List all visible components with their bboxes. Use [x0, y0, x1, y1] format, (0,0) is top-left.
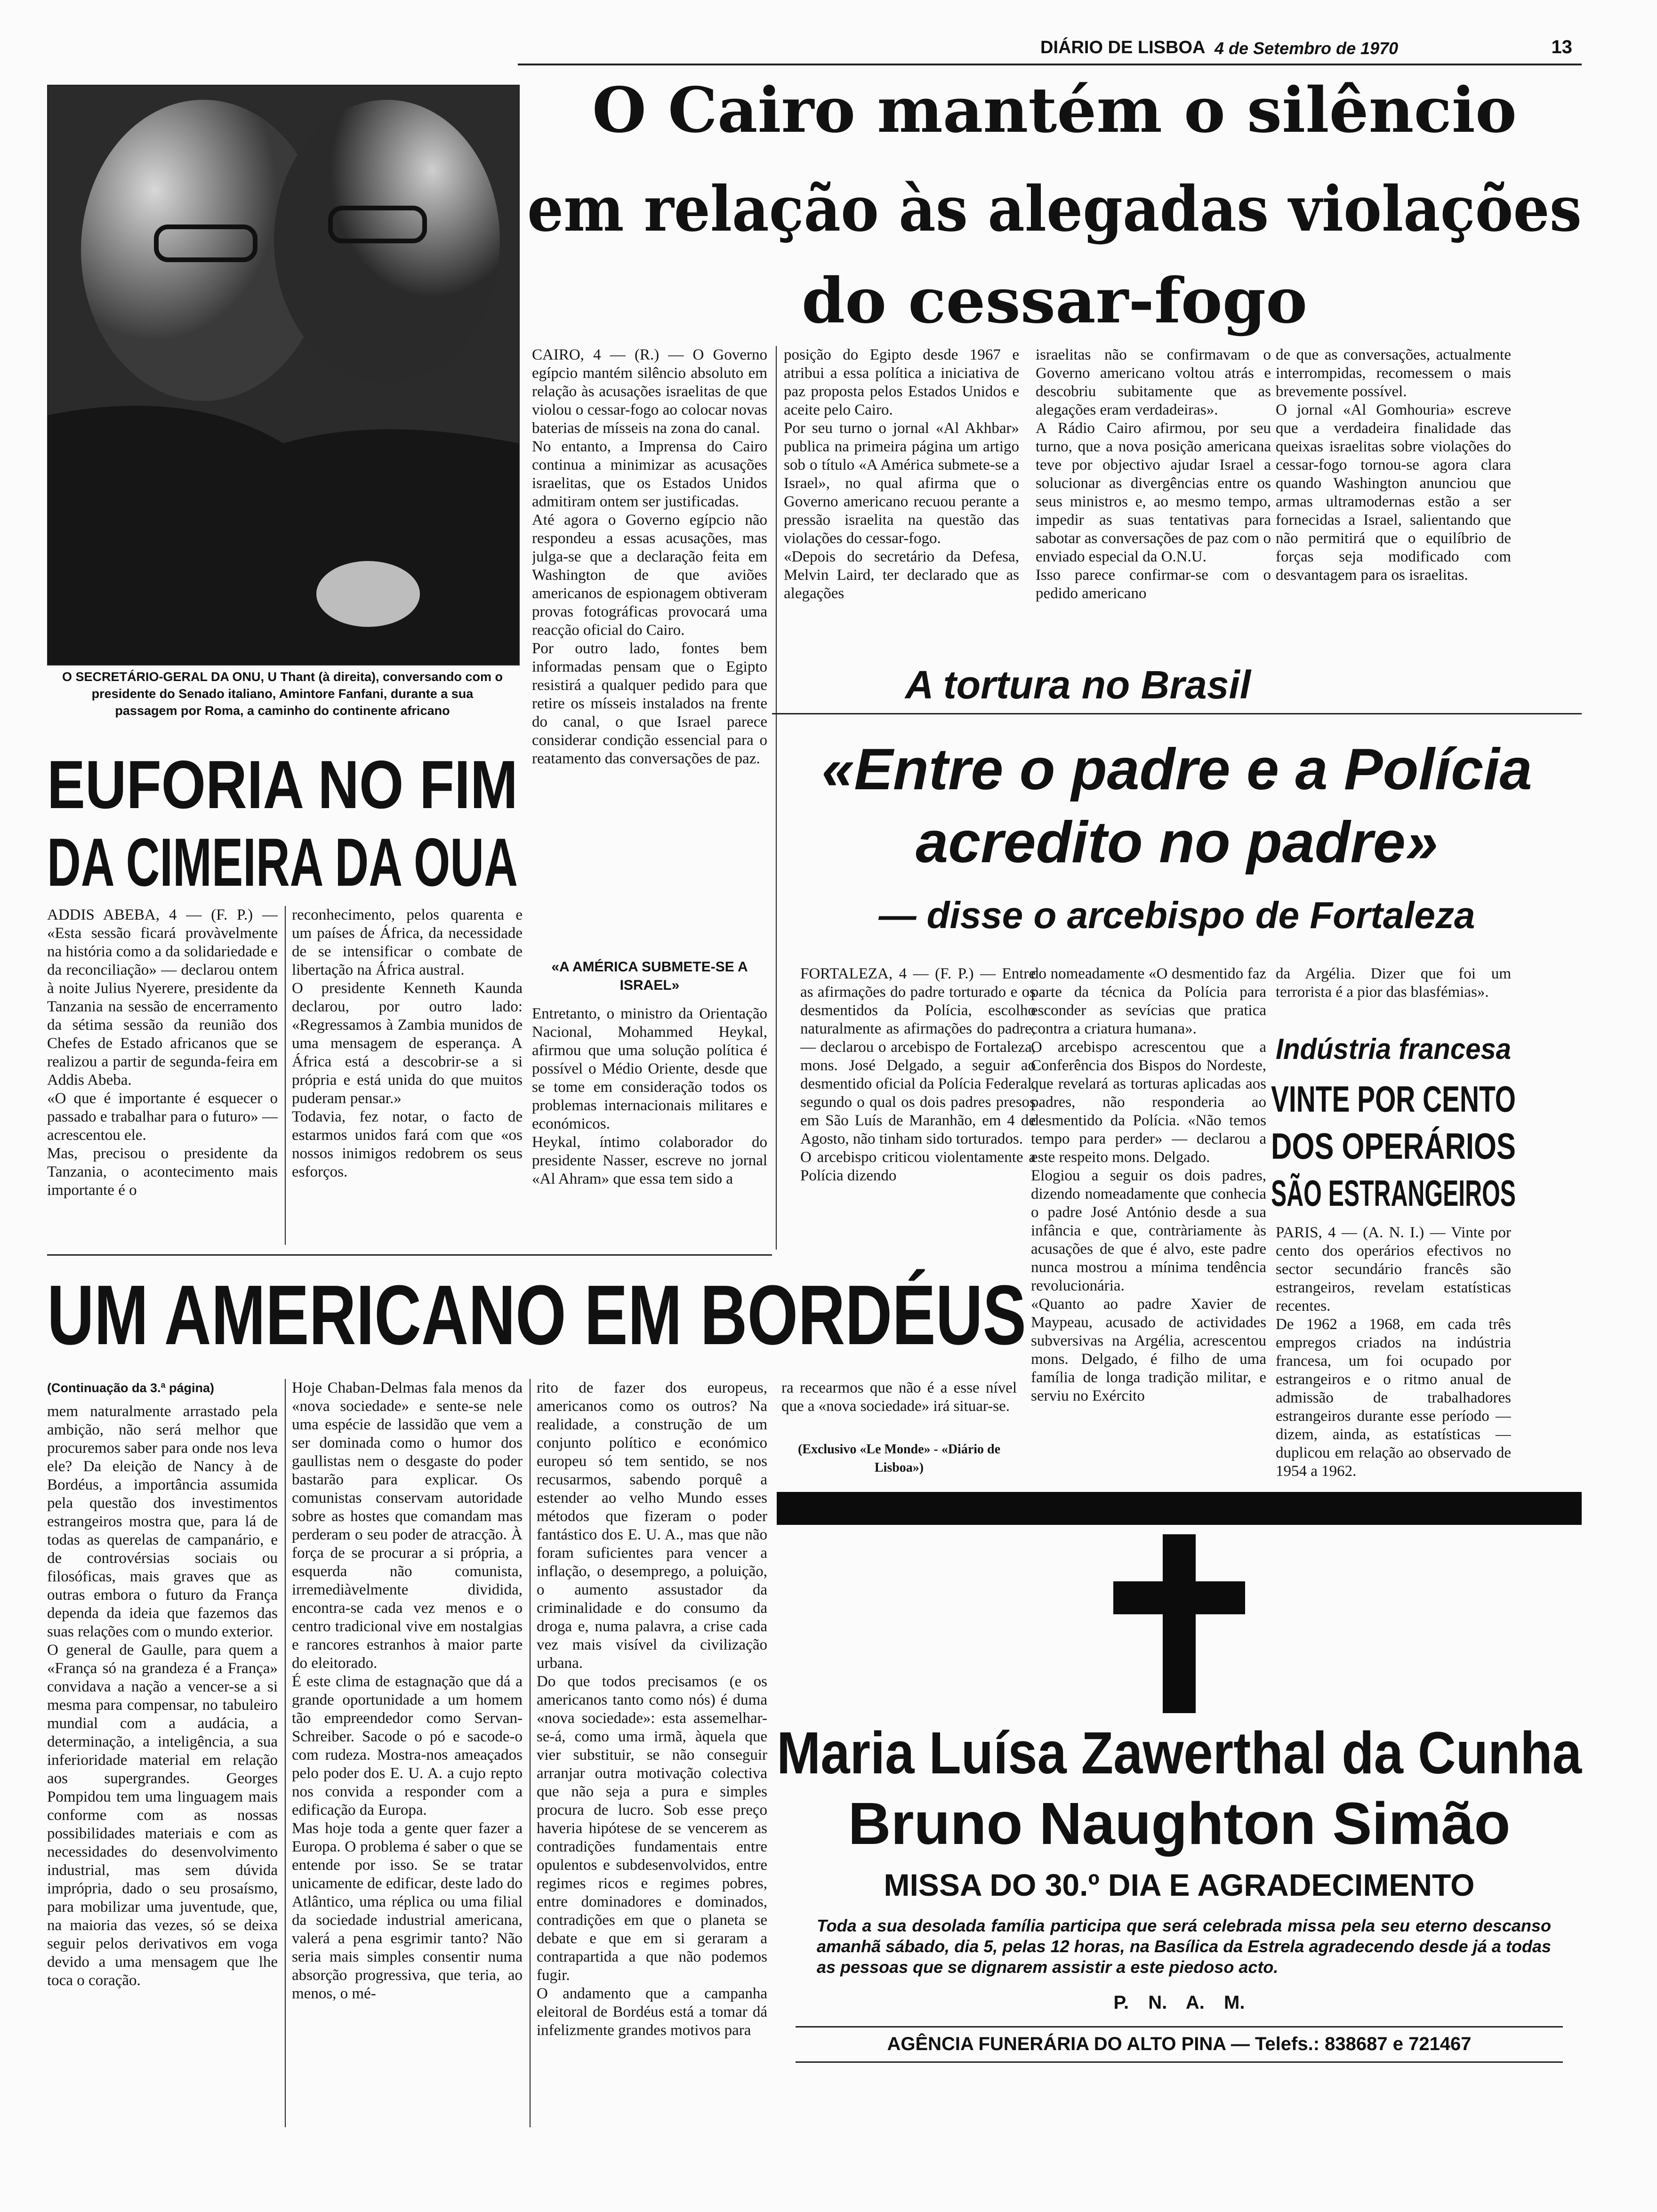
bordeus-headline: UM AMERICANO EM BORDÉUS	[47, 1268, 1026, 1362]
obituary-name-1: Maria Luísa Zawerthal da Cunha	[777, 1720, 1582, 1786]
obituary-agencia: AGÊNCIA FUNERÁRIA DO ALTO PINA — Telefs.: 838687 e 721467	[887, 2034, 1472, 2054]
industria-body: PARIS, 4 — (A. N. I.) — Vinte por cento dos operários efectivos no sector secundário francês são estrangeiros, revelam estatísticas recentes. De 1962 a 1968, em cada três empregos criados na indústria francesa, um foi ocupado por estrangeiros e o ritmo anual de admissão de trabalhadores estrangeiros durante esse período — dizem, ainda, as estatísticas — duplicou em relação ao observado de 1954 a 1962.	[1276, 1224, 1511, 1480]
industria-headline-3: SÃO ESTRANGEIROS	[1271, 1172, 1516, 1214]
bordeus-col-4: ra recearmos que não é a esse nível que a «nova sociedade» irá situar-se.	[781, 1379, 1017, 1415]
oua-col-1: ADDIS ABEBA, 4 — (F. P.) — «Esta sessão ficará provàvelmente na história como a da solidariedade e da reconciliação» — declarou ontem à noite Julius Nyerere, presidente da Tanzania na sessão de encerramento da sétima sessão da reunião dos Chefes de Estado africanos que se realizou a partir de segunda-feira em Addis Abeba. «O que é importante é esquecer o passado e trabalhar para o futuro» — acrescentou ele. Mas, precisou o presidente da Tanzania, o acontecimento mais importante é o	[47, 906, 278, 1199]
obituary-rule-bottom	[796, 2061, 1563, 2063]
tortura-kicker-rule	[772, 713, 1582, 714]
tortura-col-2: do nomeadamente «O desmentido faz parte da técnica da Polícia para esconder as sevícias que pratica contra a criatura humana». O arcebispo acrescentou que a Conferência dos Bispos do Nordeste, que revelará as torturas aplicadas aos padres, não responderia ao desmentido da Polícia. «Não temos tempo para perder» — declarou a este respeito mons. Delgado. Elogiou a seguir os dois padres, dizendo nomeadamente que conhecia o padre José António desde a sua infância e que, contràriamente às acusações de que é alvo, este padre nunca mostrou a mínima tendência revolucionária. «Quanto ao padre Xavier de Maypeau, acusado de actividades subversivas na Argélia, acrescentou mons. Delgado, é filho de uma família de longa tradição militar, e serviu no Exército	[1031, 965, 1266, 1404]
obituary-black-band	[777, 1492, 1582, 1525]
masthead-rule	[518, 64, 1582, 65]
bordeus-col-1: mem naturalmente arrastado pela ambição, não será melhor que procuremos saber para onde nos leva ele? Da eleição de Nancy à de Bordéus, a importância assumida pela questão dos investimentos estrangeiros mostra que, para lá de todas as querelas de campanário, e de controvérsias sociais ou filosóficas, mais graves que as outras embora o futuro da França dependa da ideia que fazemos das suas relações com o mundo exterior. O general de Gaulle, para quem a «França só na grandeza é a França» convidava a nação a vencer-se a si mesma para compensar, no tabuleiro mundial com a audácia, a determinação, a inteligência, a sua inferioridade material em relação aos supergrandes. Georges Pompidou tem uma linguagem mais conforme com as nossas possibilidades materiais e com as necessidades do desenvolvimento industrial, mas sem dúvida imprópria, dado o seu prosaísmo, para mobilizar uma juventude, que, na maioria das vezes, só se deixa seguir pelos derivativos em voga devido a uma mensagem que lhe toca o coração.	[47, 1403, 278, 1989]
cairo-col-3: israelitas não se confirmavam o Governo americano voltou atrás e descobriu subitamente que as alegações eram verdadeiras». A Rádio Cairo afirmou, por seu turno, que a nova posição americana teve por objectivo ajudar Israel a solucionar as divergências entre os seus ministros e, ao mesmo tempo, impedir as suas tentativas para sabotar as conversações de paz com o enviado especial da O.N.U. Isso parece confirmar-se com o pedido americano	[1036, 346, 1271, 602]
page-number: 13	[1551, 37, 1572, 57]
oua-headline-2: DA CIMEIRA DA OUA	[47, 824, 518, 900]
cairo-headline-2: em relação às alegadas violações	[527, 173, 1582, 246]
bordeus-col-rule-1	[285, 1379, 286, 2127]
obituary-cross-icon	[1085, 1530, 1273, 1718]
cairo-headline-1: O Cairo mantém o silêncio	[592, 74, 1517, 147]
tortura-headline-1: «Entre o padre e a Polícia	[821, 737, 1532, 802]
bordeus-col-2: Hoje Chaban-Delmas fala menos da «nova sociedade» e sente-se nele uma espécie de lassidão que vem a ser dominada como o humor dos gaullistas nem o desgaste do poder bastarão para explicar. Os comunistas conservam autoridade sobre as hostes que comandam mas perderam o seu poder de atracção. À força de se procurar a si própria, a esquerda não comunista, irremediàvelmente dividida, encontra-se cada vez menos e o centro tradicional vive em nostalgias e rancores estranhos à maior parte do eleitorado. É este clima de estagnação que dá a grande oportunidade a um homem tão empreendedor como Servan-Schreiber. Sacode o pó e sacode-o com rudeza. Mostra-nos ameaçados pelo poder dos E. U. A. a cujo repto nos convida a responder com a edificação da Europa. Mas hoje toda a gente quer fazer a Europa. O problema é saber o que se entende por isso. Se se tratar unicamente de edificar, deste lado do Atlântico, uma réplica ou uma filial da sociedade industrial americana, valerá a pena esgrimir tanto? Não seria mais simples consentir numa absorção progressiva, que teria, ao menos, o mé-	[292, 1379, 523, 2002]
tortura-headline-2: acredito no padre»	[916, 810, 1438, 875]
oua-headline-1: EUFORIA NO FIM	[47, 746, 518, 823]
cairo-col-4: de que as conversações, actualmente interrompidas, recomessem o mais brevemente possível. O jornal «Al Gomhouria» escreve que a verdadeira finalidade das queixas israelitas sobre violações do cessar-fogo tornou-se agora clara quando Washington anunciou que armas ultramodernas estão a ser fornecidas a Israel, salientando que não permitirá que o equilíbrio de forças seja modificado com desvantagem para os israelitas.	[1276, 346, 1511, 584]
photo-u-thant-fanfani	[47, 85, 520, 665]
bordeus-col-rule-2	[530, 1379, 531, 2127]
oua-col-rule	[285, 906, 286, 1245]
obituary-missa: MISSA DO 30.º DIA E AGRADECIMENTO	[884, 1867, 1475, 1902]
obituary-rule-top	[796, 2026, 1563, 2028]
obituary-text: Toda a sua desolada família participa que será celebrada missa pela seu eterno descanso amanhã sábado, dia 5, pelas 12 horas, na Basílica da Estrela agradecendo desde já a todas as pessoas que se dignarem assistir a este piedoso acto.	[817, 1916, 1551, 1977]
cairo-col-1b: Entretanto, o ministro da Orientação Nacional, Mohammed Heykal, afirmou que uma solução política é possível o Médio Oriente, desde que se tome em consideração todos os problemas internacionais militares e económicos. Heykal, íntimo colaborador do presidente Nasser, escreve no jornal «Al Ahram» que essa tem sido a	[532, 1005, 767, 1187]
obituary-pnam: P. N. A. M.	[1113, 1992, 1245, 2013]
photo-caption: O SECRETÁRIO-GERAL DA ONU, U Thant (à direita), conversando com o presidente do Senado italiano, Amintore Fanfani, durante a sua passagem por Roma, a caminho do continente africano	[62, 670, 503, 718]
obituary-notice	[777, 1492, 1582, 2099]
obituary-name-2: Bruno Naughton Simão	[848, 1790, 1511, 1857]
bordeus-cont: (Continuação da 3.ª página)	[47, 1381, 215, 1395]
oua-col-2: reconhecimento, pelos quarenta e um países de África, da necessidade de se intensificar o combate de libertação na África austral. O presidente Kenneth Kaunda declarou, por outro lado: «Regressamos à Zambia munidos de uma mensagem de esperança. A África está a descobrir-se a si própria e está unida do que muitos puderam pensar.» Todavia, fez notar, o facto de estarmos unidos fará com que «os nossos inimigos redobrem os seus esforços.	[292, 906, 523, 1180]
industria-headline-1: VINTE POR CENTO	[1271, 1078, 1516, 1120]
industria-kicker: Indústria francesa	[1276, 1033, 1511, 1066]
tortura-byline: — disse o arcebispo de Fortaleza	[878, 894, 1475, 936]
paper-name: DIÁRIO DE LISBOA	[1040, 38, 1206, 57]
issue-date: 4 de Setembro de 1970	[1215, 39, 1399, 58]
bordeus-top-rule	[47, 1254, 772, 1256]
cairo-subhead: «A AMÉRICA SUBMETE-SE A ISRAEL»	[551, 959, 748, 993]
cairo-col-1: CAIRO, 4 — (R.) — O Governo egípcio mantém silêncio absoluto em relação às acusações israelitas de que violou o cessar-fogo ao colocar novas baterias de mísseis na zona do canal. No entanto, a Imprensa do Cairo continua a minimizar as acusações israelitas, que os Estados Unidos admitiram ontem ser justificadas. Até agora o Governo egípcio não respondeu a essas acusações, mas julga-se que a declaração feita em Washington de que aviões americanos de espionagem obtiveram provas fotográficas provocará uma reacção oficial do Cairo. Por outro lado, fontes bem informadas pensam que o Egipto resistirá a qualquer pedido para que retire os mísseis instalados na frente do canal, o que Israel parece considerar condição essencial para o reatamento das conversações de paz.	[532, 346, 767, 767]
masthead	[1040, 33, 1577, 61]
cairo-headline-3: do cessar-fogo	[801, 264, 1308, 337]
tortura-col-1: FORTALEZA, 4 — (F. P.) — Entre as afirmações do padre torturado e os desmentidos da Polícia, escolho naturalmente as afirmações do padre, — declarou o arcebispo de Fortaleza, mons. José Delgado, a seguir ao desmentido oficial da Polícia Federal, segundo o qual os dois padres presos em São Luís de Maranhão, em 4 de Agosto, não tinham sido torturados. O arcebispo criticou violentamente a Polícia dizendo	[800, 965, 1036, 1184]
industria-headline-2: DOS OPERÁRIOS	[1271, 1125, 1516, 1167]
photo-image	[48, 86, 519, 665]
bordeus-col-3: rito de fazer dos europeus, americanos como os outros? Na realidade, a construção de um conjunto político e económico europeu só tem sentido, se nos recusarmos, sabendo porquê a estender ao velho Mundo esses métodos que fizeram o poder fantástico dos E. U. A., mas que não foram suficientes para vencer a inflação, o desemprego, a poluição, o aumento assustador da criminalidade e do consumo da droga e, numa palavra, a crise cada vez mais visível da civilização urbana. Do que todos precisamos (e os americanos tanto como nós) é duma «nova sociedade»: esta assemelhar-se-á, como uma irmã, àquela que vier substituir, se não conseguir arranjar outra motivação colectiva que não seja a pura e simples procura de lucro. Sob esse preço haveria hipótese de se vencerem as contradições fundamentais entre opulentos e subdesenvolvidos, entre regimes ricos e regimes pobres, entre dominadores e dominados, contradições em que o planeta se debate e que em si geraram a contrapartida a que não podemos fugir. O andamento que a campanha eleitoral de Bordéus está a tomar dá infelizmente grandes motivos para	[537, 1379, 767, 2039]
tortura-col-3: da Argélia. Dizer que foi um terrorista é a pior das blasfémias».	[1276, 965, 1511, 1001]
bordeus-credit: (Exclusivo «Le Monde» - «Diário de Lisboa»)	[797, 1442, 1001, 1475]
cairo-col-2: posição do Egipto desde 1967 e atribui a essa política a iniciativa de paz proposta pelos Estados Unidos e aceite pelo Cairo. Por seu turno o jornal «Al Akhbar» publica na primeira página um artigo sob o título «A América submete-se a Israel», no qual afirma que o Governo americano recuou perante a pressão israelita na questão das violações do cessar-fogo. «Depois do secretário da Defesa, Melvin Laird, ter declarado que as alegações	[784, 346, 1019, 602]
tortura-kicker: A tortura no Brasil	[905, 663, 1251, 707]
